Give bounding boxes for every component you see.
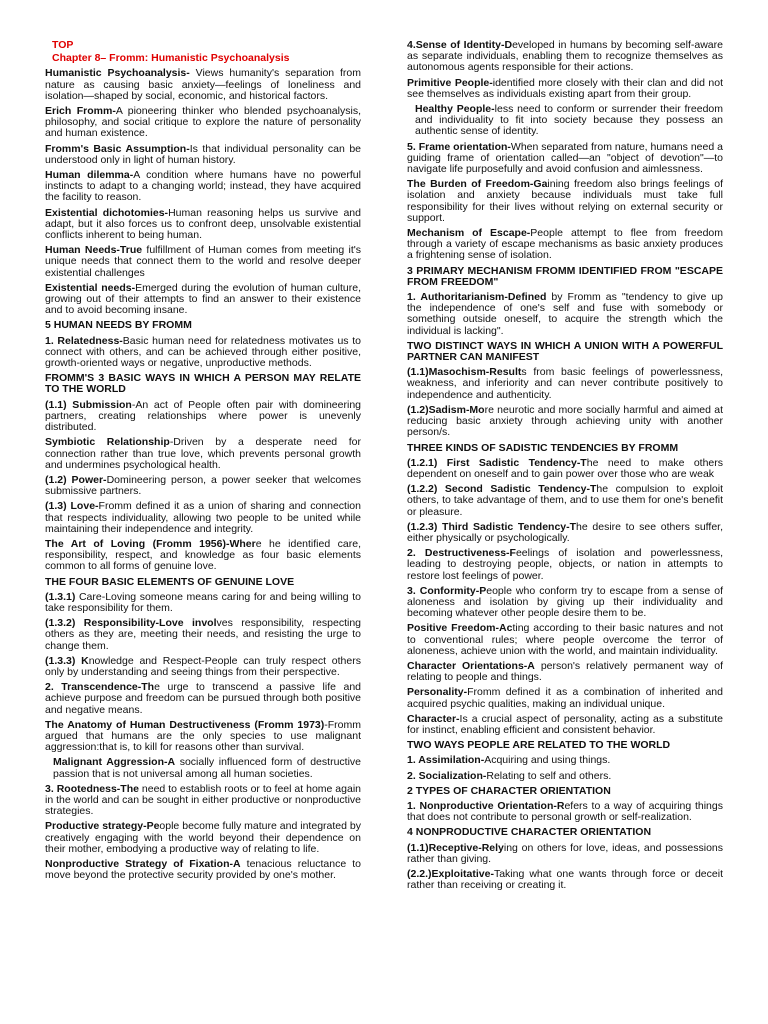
- term: (1.2)Sadism-Mo: [407, 403, 485, 416]
- definition: Fromm defined it as a combination of inherited and acquired psychic qualities, making an individual unique.: [407, 686, 723, 710]
- paragraph: [407, 78, 723, 100]
- definition: nowledge and Respect-People can truly respect others only by understanding and seeing things from their perspective.: [45, 654, 361, 678]
- paragraph: [407, 586, 723, 620]
- paragraph: [407, 458, 723, 480]
- term: (1.1)Receptive-Rely: [407, 841, 504, 854]
- paragraph: [407, 522, 723, 544]
- definition: Care-Loving someone means caring for and being willing to take responsibility for them.: [45, 590, 361, 614]
- term: 5. Frame orientation-: [407, 140, 511, 153]
- paragraph: [45, 784, 361, 818]
- definition: Acquiring and using things.: [484, 754, 611, 767]
- term: Positive Freedom-Ac: [407, 622, 513, 635]
- paragraph: [407, 623, 723, 657]
- paragraph: [45, 208, 361, 242]
- term: Symbiotic Relationship: [45, 436, 170, 449]
- definition: by Fromm as "tendency to give up the independence of one's self and fuse with somebody or something outside oneself, to acquire the strength which the individual is lacking".: [407, 291, 724, 337]
- definition: A pioneering thinker who blended psychoanalysis, philosophy, and social critique to explore the nature of personality and human existence.: [45, 105, 361, 140]
- term: Nonproductive Strategy of Fixation-A: [45, 858, 241, 870]
- paragraph: [407, 843, 723, 865]
- term: (1.3.2) Responsibility-Love invol: [45, 617, 217, 630]
- section-heading: TWO WAYS PEOPLE ARE RELATED TO THE WORLD: [407, 739, 671, 752]
- top-label: TOP: [52, 39, 74, 51]
- term: 3. Conformity-P: [407, 584, 487, 597]
- definition: Relating to self and others.: [486, 769, 612, 782]
- section-heading: 4 NONPRODUCTIVE CHARACTER ORIENTATION: [407, 826, 652, 839]
- paragraph: [407, 714, 723, 736]
- term: (1.3.3) K: [45, 654, 89, 667]
- term: (1.2.3) Third Sadistic Tendency-T: [407, 520, 577, 533]
- paragraph: [45, 539, 361, 573]
- paragraph: [407, 292, 723, 337]
- definition: -An act of People often pair with domineering partners, creating relationships where power is unevenly distributed.: [45, 398, 361, 434]
- section-heading: 3 PRIMARY MECHANISM FROMM IDENTIFIED FROM "ESCAPE FROM FREEDOM": [407, 264, 723, 288]
- paragraph: [45, 821, 361, 855]
- paragraph: [407, 771, 723, 782]
- paragraph: [45, 437, 361, 471]
- paragraph: [407, 687, 723, 709]
- chapter-title: Chapter 8– Fromm: Humanistic Psychoanalysis: [52, 52, 290, 65]
- definition: eople who conform try to escape from a sense of aloneness and isolation by giving up their individuality and becoming whatever other people desire them to be.: [407, 584, 723, 620]
- paragraph: [45, 656, 361, 678]
- term: (1.1) Submission: [45, 398, 132, 411]
- definition: he need to make others dependent on oneself and to gain power over those who are weak: [407, 456, 724, 480]
- term: 1. Nonproductive Orientation-R: [407, 799, 565, 812]
- paragraph: [45, 859, 361, 881]
- paragraph: [45, 336, 361, 370]
- term: Existential dichotomies-: [45, 206, 169, 219]
- definition: ople become fully mature and integrated by creatively engaging with the world beyond their dependence on their mother, embodying a productive way of relating to life.: [45, 820, 362, 855]
- paragraph: [407, 484, 723, 518]
- definition: When separated from nature, humans need a guiding frame of orientation called—an "object of devotion"—to navigate life purposefully and avoid confusion and aimlessness.: [407, 140, 723, 176]
- definition: ting according to their basic natures and not to conventional rules; where people overcome the terror of aloneness, achieve union with the world, and maintain individuality.: [407, 622, 723, 657]
- term: 1. Assimilation-: [407, 754, 485, 767]
- paragraph: [407, 367, 723, 401]
- paragraph: [407, 661, 723, 683]
- definition: Emerged during the evolution of human culture, growing out of their attempts to find an answer to their existence and to avoid becoming insane.: [45, 281, 362, 317]
- section-heading: FROMM'S 3 BASIC WAYS IN WHICH A PERSON MAY RELATE TO THE WORLD: [45, 372, 361, 396]
- term: Personality-: [407, 686, 468, 699]
- paragraph: [45, 682, 361, 716]
- term: Mechanism of Escape-: [407, 227, 531, 240]
- definition: e urge to transcend a passive life and achieve purpose and freedom can be pursued through both positive and negative means.: [45, 681, 362, 716]
- left-column: [45, 40, 361, 885]
- definition: identified more closely with their clan and did not see themselves as individuals existing apart from their group.: [407, 76, 723, 100]
- definition: eveloped in humans by becoming self-aware as separate individuals, enabling them to recognize themselves as autonomous agents responsible for their actions.: [407, 39, 723, 74]
- paragraph: [45, 68, 361, 102]
- definition: he desire to see others suffer, either physically or psychologically.: [407, 520, 723, 544]
- term: Character Orientations-A: [407, 659, 535, 672]
- definition: efers to a way of acquiring things that does not contribute to personal growth or self-realization.: [407, 799, 723, 824]
- term: (1.2) Power-: [45, 473, 107, 486]
- definition: s from basic feelings of powerlessness, weakness, and inferiority and can never contribute positively to independence and authenticity.: [407, 366, 723, 401]
- section-heading: 2 TYPES OF CHARACTER ORIENTATION: [407, 784, 611, 797]
- term: 2. Socialization-: [407, 769, 487, 782]
- term: (1.1)Masochism-Result: [407, 366, 522, 379]
- definition: need to establish roots or to feel at home again in the world and can be sought in either productive or nonproductive strategies.: [45, 782, 362, 818]
- paragraph: [45, 618, 361, 652]
- definition: Domineering person, a power seeker that welcomes submissive partners.: [45, 473, 362, 498]
- term: Primitive People-: [407, 76, 493, 89]
- paragraph: [407, 142, 723, 176]
- term: Erich Fromm-: [45, 105, 116, 118]
- definition: Views humanity's separation from nature as causing basic anxiety—feelings of loneliness and isolation—shaped by social, economic, and historical factors.: [45, 67, 362, 102]
- definition: -Driven by a desperate need for connection rather than true love, which prevents personal growth and undermines psychological health.: [45, 436, 361, 471]
- section-heading: 5 HUMAN NEEDS BY FROMM: [45, 319, 192, 332]
- section-heading: THREE KINDS OF SADISTIC TENDENCIES BY FROMM: [407, 441, 679, 454]
- section-heading: TWO DISTINCT WAYS IN WHICH A UNION WITH A POWERFUL PARTNER CAN MANIFEST: [407, 339, 723, 364]
- paragraph: [407, 405, 723, 439]
- paragraph: [45, 245, 361, 279]
- definition: Is that individual personality can be understood only in light of human history.: [45, 142, 361, 166]
- paragraph: [45, 720, 361, 754]
- definition: -Fromm argued that humans are the only species to use malignant aggression:that is, to kill for reasons other than survival.: [45, 718, 361, 754]
- term: Humanistic Psychoanalysis-: [45, 67, 190, 80]
- term: Human Needs-True: [45, 244, 143, 257]
- paragraph: [45, 400, 361, 434]
- term: (2.2.)Exploitative-: [407, 868, 494, 880]
- term: 2. Transcendence-Th: [45, 681, 155, 694]
- definition: Basic human need for relatedness motivates us to connect with others, and can be achieved through either positive, growth-oriented ways or negative, unproductive methods.: [45, 334, 361, 370]
- term: Healthy People-: [415, 103, 495, 116]
- right-column: [407, 40, 723, 895]
- term: Existential needs-: [45, 281, 136, 294]
- term: 1. Relatedness-: [45, 334, 123, 347]
- paragraph: [407, 869, 723, 891]
- term: Fromm's Basic Assumption-: [45, 142, 190, 155]
- term: 3. Rootedness-The: [45, 782, 139, 795]
- paragraph: [407, 40, 723, 74]
- paragraph: [407, 104, 723, 138]
- paragraph: [45, 144, 361, 166]
- definition: re neurotic and more socially harmful and aimed at reducing basic anxiety through achieving unity with another person/s.: [407, 403, 723, 439]
- paragraph: [45, 475, 361, 497]
- paragraph: [407, 228, 723, 262]
- definition: People attempt to flee from freedom through a variety of escape mechanisms as basic anxiety produces a frightening sense of isolation.: [407, 227, 724, 262]
- term: Human dilemma-: [45, 169, 134, 182]
- term: (1.3) Love-: [45, 500, 99, 513]
- term: The Anatomy of Human Destructiveness (Fromm 1973): [45, 718, 325, 731]
- paragraph: [45, 501, 361, 535]
- paragraph: [45, 170, 361, 204]
- definition: Taking what one wants through force or deceit rather than receiving or creating it.: [407, 868, 723, 892]
- right-column-body: [407, 40, 723, 891]
- term: (1.3.1): [45, 590, 76, 603]
- paragraph: [45, 283, 361, 317]
- definition: Fromm defined it as a union of sharing and connection that respects individuality, allowing two people to be united while maintaining their independence and integrity.: [45, 500, 361, 535]
- section-heading: THE FOUR BASIC ELEMENTS OF GENUINE LOVE: [45, 575, 295, 588]
- definition: eelings of isolation and powerlessness, leading to destroying people, objects, or nation in attempts to restore lost feelings of power.: [407, 547, 723, 582]
- definition: ing on others for love, ideas, and possessions rather than giving.: [407, 841, 723, 865]
- definition: Human reasoning helps us survive and adapt, but it also forces us to confront deep, unsolvable existential conflicts inherent to being human.: [45, 206, 361, 242]
- term: The Burden of Freedom-Ga: [407, 178, 548, 191]
- term: Character-: [407, 712, 460, 725]
- term: 1. Authoritarianism-Defined: [407, 291, 547, 304]
- definition: tenacious reluctance to move beyond the protective security provided by one's mother.: [45, 858, 361, 882]
- term: Malignant Aggression-A: [53, 756, 176, 769]
- paragraph: [45, 757, 361, 779]
- definition: ves responsibility, respecting others as they are, meeting their needs, and resisting the urge to change them.: [45, 617, 361, 652]
- term: 2. Destructiveness-F: [407, 547, 516, 560]
- definition: socially influenced form of destructive passion that is not universal among all human societies.: [53, 756, 361, 780]
- paragraph: [407, 755, 723, 766]
- paragraph: [407, 801, 723, 823]
- definition: less need to conform or surrender their freedom and individuality to fit into society because they possess an authentic sense of identity.: [415, 103, 723, 138]
- paragraph: [45, 106, 361, 140]
- paragraph: [407, 548, 723, 582]
- definition: A condition where humans have no powerful instincts to adapt to a changing world; instead, they have acquired the facility to reason.: [45, 169, 361, 204]
- definition: Is a crucial aspect of personality, acting as a substitute for instinct, enabling efficient and consistent behavior.: [407, 712, 723, 736]
- definition: fulfillment of Human comes from meeting it's unique needs that connect them to the world and resolve deeper existential challenges: [45, 244, 361, 279]
- definition: person's relatively permanent way of relating to people and things.: [407, 659, 723, 684]
- term: Productive strategy-Pe: [45, 820, 160, 833]
- term: (1.2.1) First Sadistic Tendency-T: [407, 456, 587, 469]
- definition: e he identified care, responsibility, respect, and knowledge as four basic elements common to all forms of genuine love.: [45, 537, 361, 573]
- definition: he compulsion to exploit others, to take advantage of them, and to use them for one's benefit or pleasure.: [407, 483, 723, 518]
- term: (1.2.2) Second Sadistic Tendency-T: [407, 483, 597, 496]
- paragraph: [45, 592, 361, 614]
- definition: ining freedom also brings feelings of isolation and anxiety because individuals must take full responsibility for their lives without relying on external security or support.: [407, 178, 723, 224]
- term: The Art of Loving (Fromm 1956)-Wher: [45, 537, 256, 550]
- left-column-body: [45, 68, 361, 881]
- term: 4.Sense of Identity-D: [407, 39, 513, 51]
- paragraph: [407, 179, 723, 224]
